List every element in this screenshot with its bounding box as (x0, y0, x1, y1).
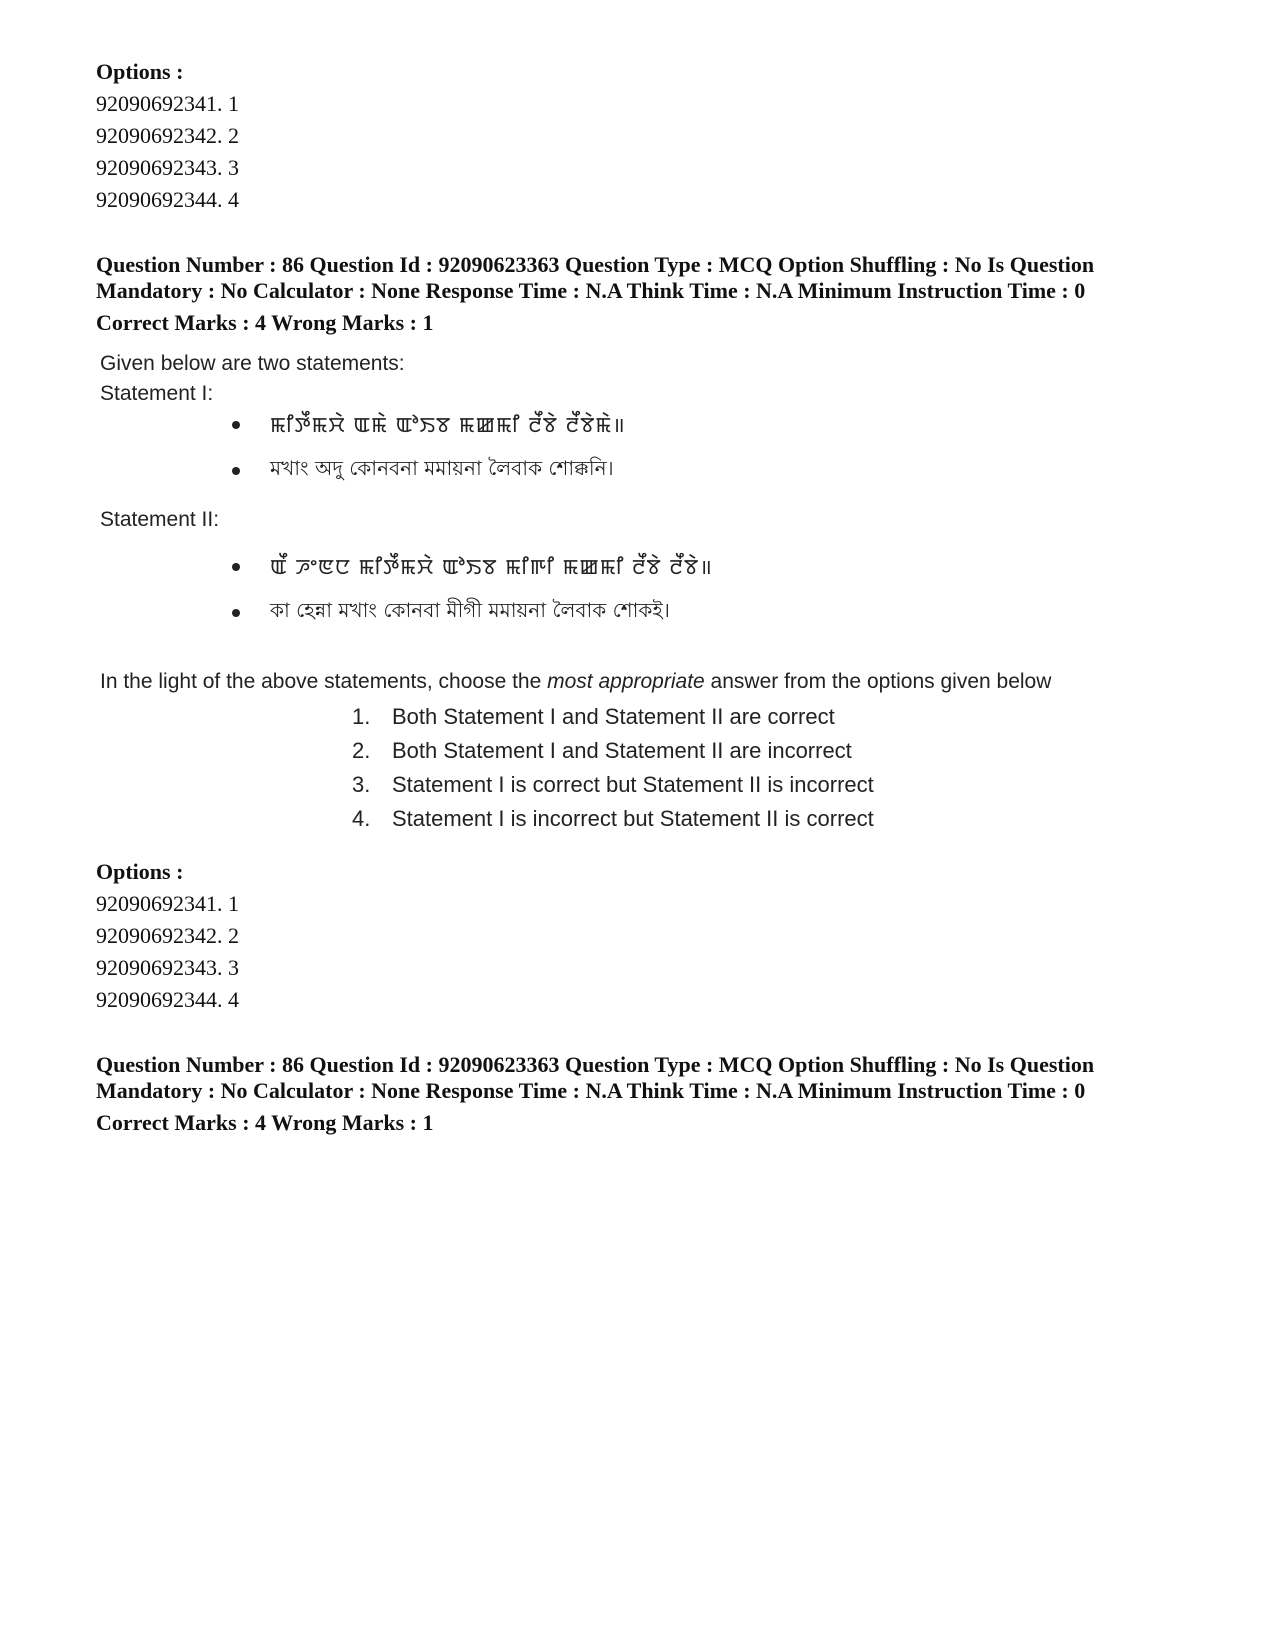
statement2-label: Statement II: (100, 508, 220, 531)
question-meta-line1: Question Number : 86 Question Id : 92090623363 Question Type : MCQ Option Shuffling : No Is Question (96, 252, 1095, 277)
choice-number: 3. (352, 772, 371, 797)
question-instruction (100, 670, 1051, 694)
choice-number: 4. (352, 806, 371, 831)
question-marks: Correct Marks : 4 Wrong Marks : 1 (96, 1110, 434, 1135)
statement-text-bengali: মখাং অদু কোনবনা মমায়না লৈবাক শোক্কনি। (270, 456, 614, 480)
option-item: 92090692343. 3 (96, 155, 239, 180)
option-item: 92090692344. 4 (96, 187, 239, 212)
choice-text: Statement I is correct but Statement II is incorrect (392, 772, 874, 797)
statement1-label: Statement I: (100, 382, 214, 405)
question-meta (96, 252, 1186, 336)
statement2-bullet-2 (232, 596, 670, 629)
options-heading: Options : (96, 59, 184, 84)
question-meta-line2: Mandatory : No Calculator : None Response Time : N.A Think Time : N.A Minimum Instruction Time : 0 (96, 1078, 1086, 1103)
option-item: 92090692344. 4 (96, 987, 239, 1012)
option-item: 92090692343. 3 (96, 955, 239, 980)
statement1-bullet-2 (232, 454, 614, 487)
options-heading: Options : (96, 859, 184, 884)
answer-choice (352, 734, 874, 768)
bullet-icon (232, 609, 240, 617)
choice-text: Statement I is incorrect but Statement II is correct (392, 806, 874, 831)
answer-choice (352, 768, 874, 802)
statement1-bullet-1 (232, 410, 626, 439)
answer-choice (352, 700, 874, 734)
question-meta-line1: Question Number : 86 Question Id : 92090623363 Question Type : MCQ Option Shuffling : No Is Question (96, 1052, 1095, 1077)
option-item: 92090692342. 2 (96, 123, 239, 148)
bullet-icon (232, 421, 240, 429)
bullet-icon (232, 467, 240, 475)
option-item: 92090692341. 1 (96, 91, 239, 116)
statement-text-meitei: ꯑꯩ ꯍꯦꯟꯅ ꯃꯤꯇꯩꯃꯆꯥ ꯑꯣꯏꯕ ꯃꯤꯒꯤ ꯃꯀꯃꯤ ꯂꯩꯕꯥ ꯂꯩꯕꯥ॥ (270, 555, 713, 579)
statement2-bullet-1 (232, 552, 713, 581)
choice-number: 1. (352, 704, 371, 729)
statement-text-bengali: কা হেন্না মখাং কোনবা মীগী মমায়না লৈবাক শোকই। (270, 598, 670, 622)
answer-choice (352, 802, 874, 836)
options-block-top (96, 56, 239, 216)
question-marks: Correct Marks : 4 Wrong Marks : 1 (96, 310, 434, 335)
question-meta-2 (96, 1052, 1186, 1136)
choice-text: Both Statement I and Statement II are incorrect (392, 738, 852, 763)
option-item: 92090692342. 2 (96, 923, 239, 948)
bullet-icon (232, 563, 240, 571)
question-intro: Given below are two statements: (100, 352, 405, 375)
choice-text: Both Statement I and Statement II are correct (392, 704, 835, 729)
statement-text-meitei: ꯃꯤꯇꯩꯃꯆꯥ ꯑꯃꯥ ꯑꯣꯏꯕ ꯃꯀꯃꯤ ꯂꯩꯕꯥ ꯂꯩꯕꯥꯃꯥ॥ (270, 413, 626, 437)
instruction-text-end: answer from the options given below (704, 670, 1052, 693)
instruction-emphasis: most appropriate (547, 670, 705, 693)
question-body (96, 348, 1126, 848)
question-meta-line2: Mandatory : No Calculator : None Response Time : N.A Think Time : N.A Minimum Instruction Time : 0 (96, 278, 1086, 303)
choice-number: 2. (352, 738, 371, 763)
options-block-mid (96, 856, 239, 1016)
answer-choices (352, 700, 874, 836)
instruction-text: In the light of the above statements, choose the (100, 670, 548, 693)
option-item: 92090692341. 1 (96, 891, 239, 916)
